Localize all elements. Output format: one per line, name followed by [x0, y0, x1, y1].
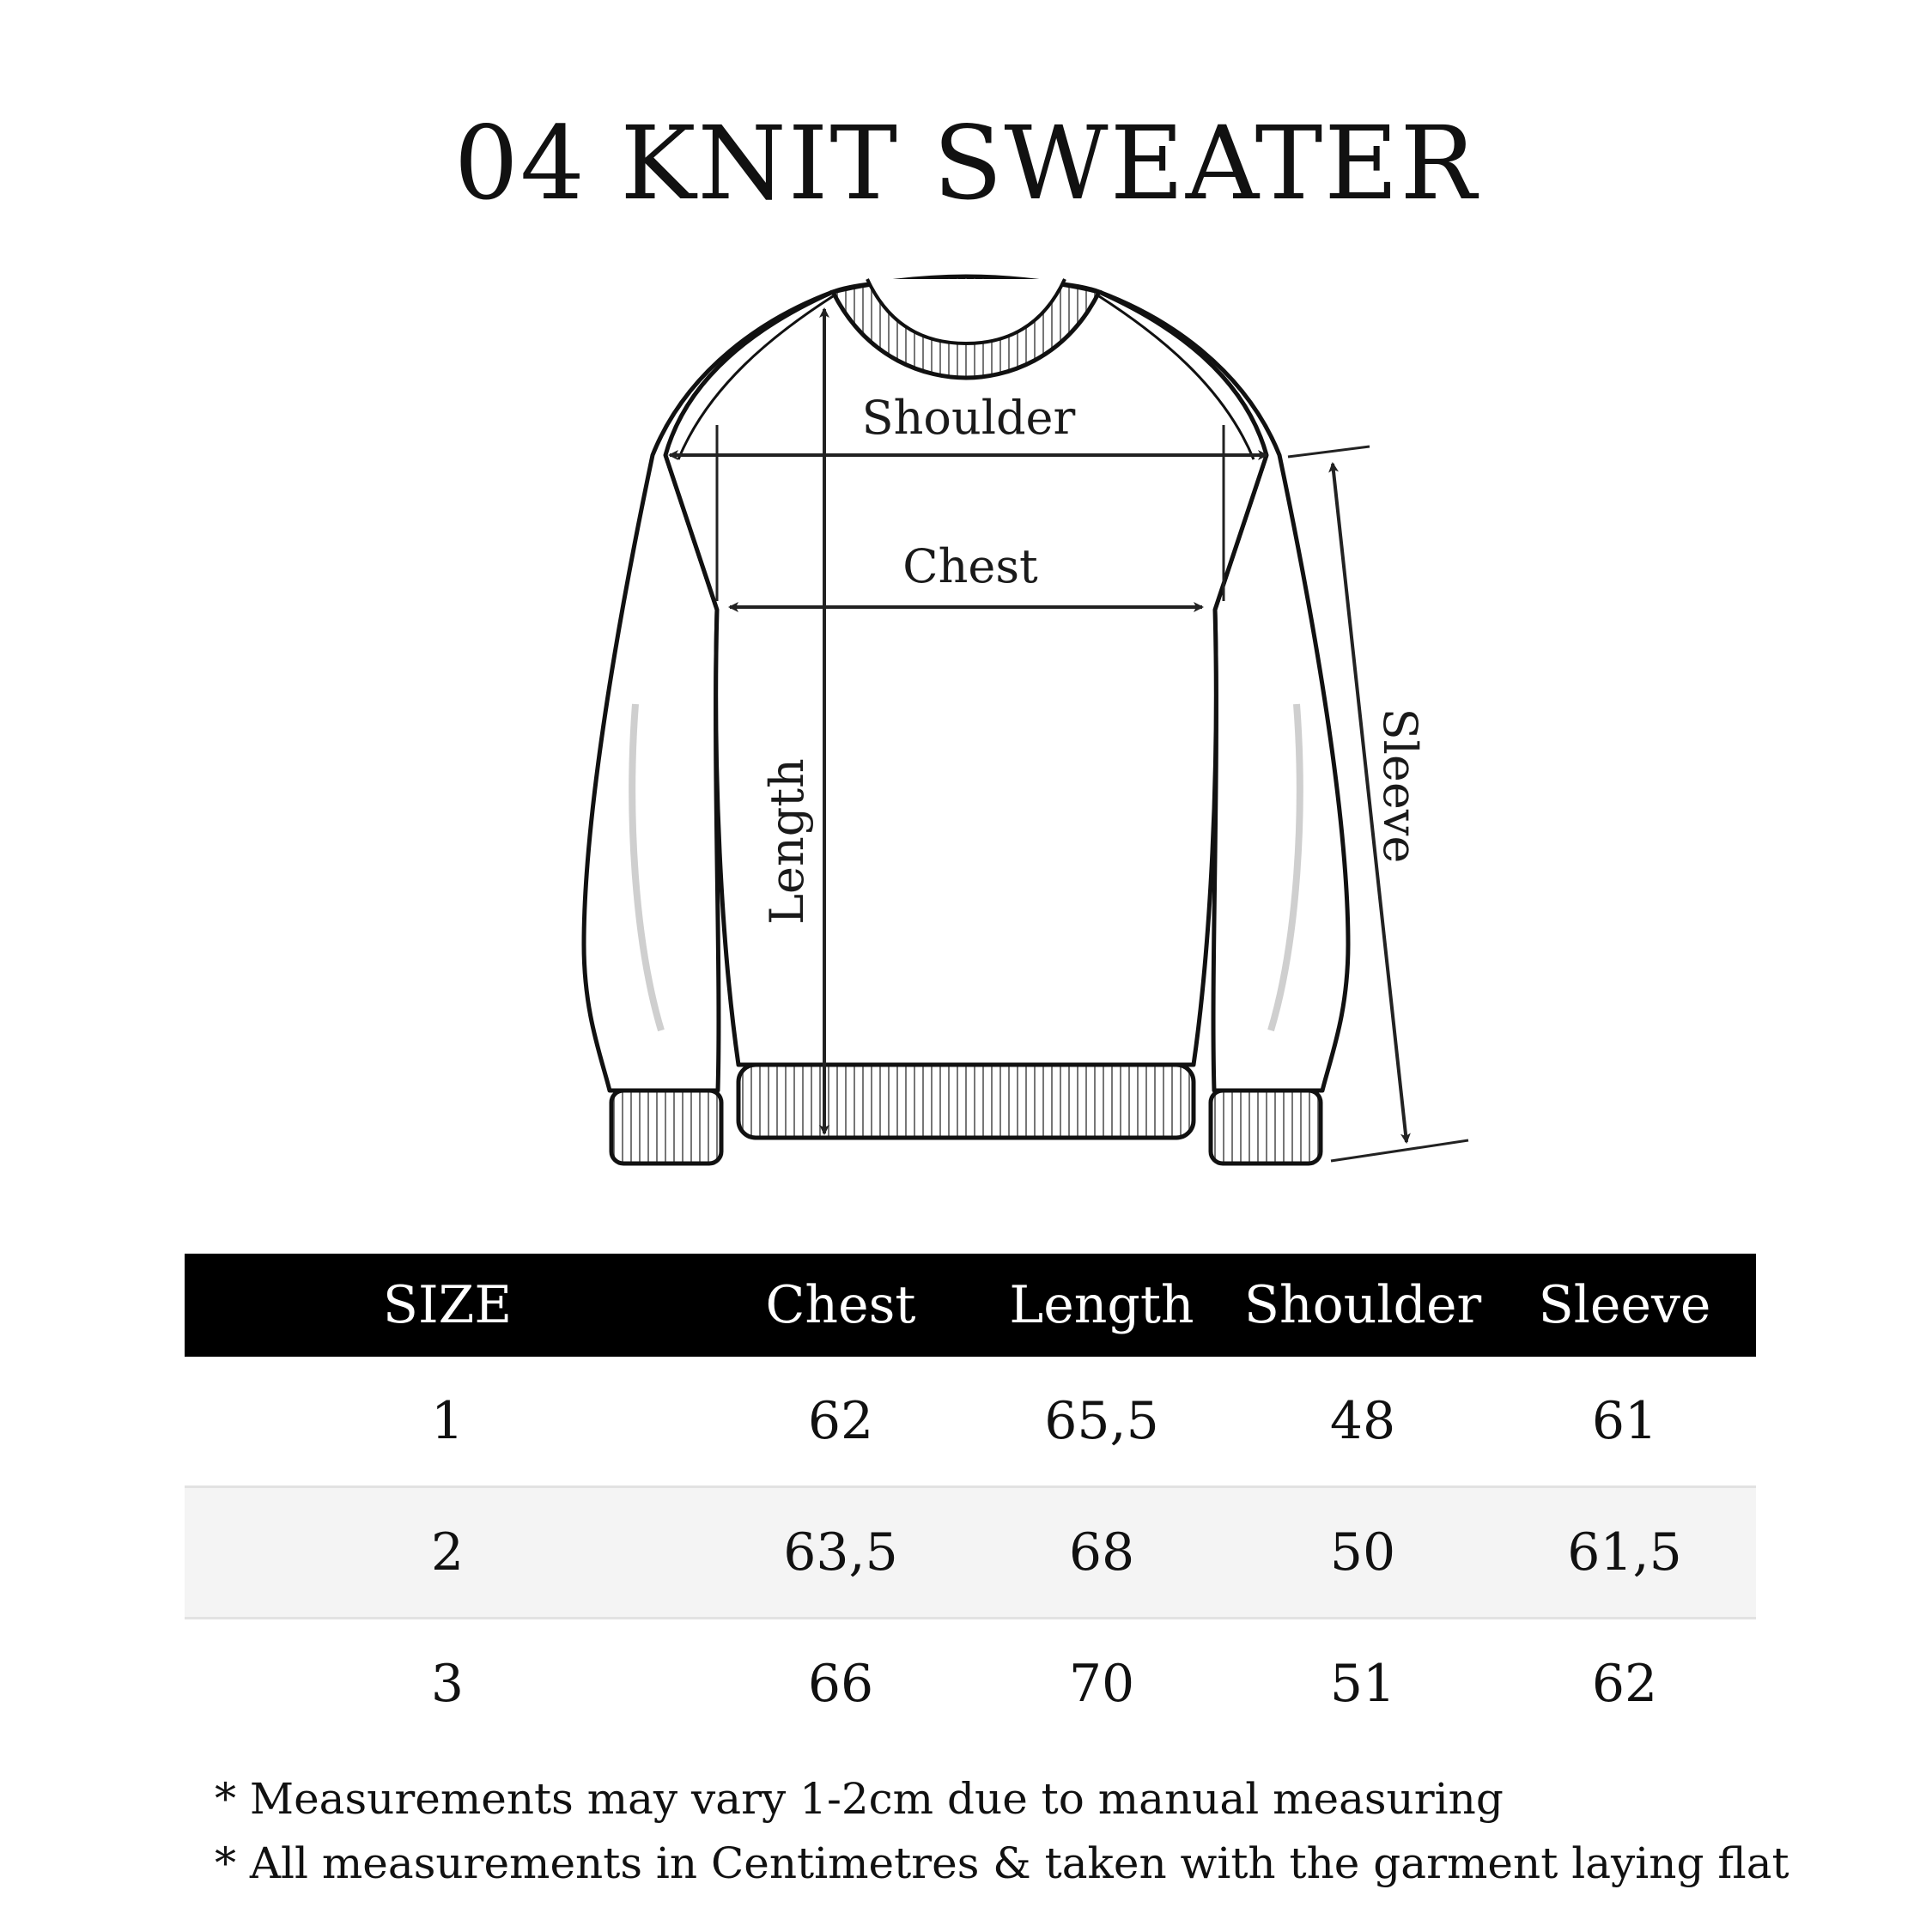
- table-row: [185, 1485, 1756, 1619]
- footnote: * All measurements in Centimetres & taken with the garment laying flat: [215, 1838, 1789, 1888]
- footnotes: [215, 1767, 1846, 1896]
- table-header-row: [185, 1254, 1756, 1357]
- right-cuff-rib: [1211, 1091, 1321, 1163]
- cell-shoulder: 48: [1329, 1391, 1396, 1451]
- table-row: [185, 1357, 1756, 1485]
- hem-rib: [738, 1065, 1194, 1138]
- cell-sleeve: 61: [1591, 1391, 1658, 1451]
- chest-label: Chest: [902, 539, 1038, 593]
- size-table: [185, 1254, 1756, 1748]
- cell-sleeve: 61,5: [1567, 1522, 1682, 1583]
- header-sleeve: Sleeve: [1538, 1275, 1711, 1335]
- cell-chest: 66: [807, 1654, 874, 1714]
- cell-length: 70: [1068, 1654, 1135, 1714]
- sleeve-label: Sleeve: [1373, 708, 1427, 864]
- header-chest: Chest: [765, 1275, 916, 1335]
- cell-chest: 63,5: [783, 1522, 898, 1583]
- cell-size: 1: [430, 1391, 465, 1451]
- header-shoulder: Shoulder: [1243, 1275, 1482, 1335]
- cell-size: 2: [430, 1522, 465, 1583]
- footnote: * Measurements may vary 1-2cm due to manual measuring: [215, 1774, 1504, 1824]
- header-size: SIZE: [382, 1275, 513, 1335]
- cell-shoulder: 51: [1329, 1654, 1396, 1714]
- cell-size: 3: [430, 1654, 465, 1714]
- left-cuff-rib: [611, 1091, 721, 1163]
- length-label: Length: [760, 758, 814, 925]
- cell-sleeve: 62: [1591, 1654, 1658, 1714]
- header-length: Length: [1009, 1275, 1194, 1335]
- cell-length: 65,5: [1044, 1391, 1159, 1451]
- cell-length: 68: [1068, 1522, 1135, 1583]
- page-title: 04 KNIT SWEATER: [453, 104, 1479, 222]
- cell-chest: 62: [807, 1391, 874, 1451]
- table-row: [185, 1619, 1756, 1748]
- cell-shoulder: 50: [1329, 1522, 1396, 1583]
- shoulder-label: Shoulder: [861, 391, 1076, 445]
